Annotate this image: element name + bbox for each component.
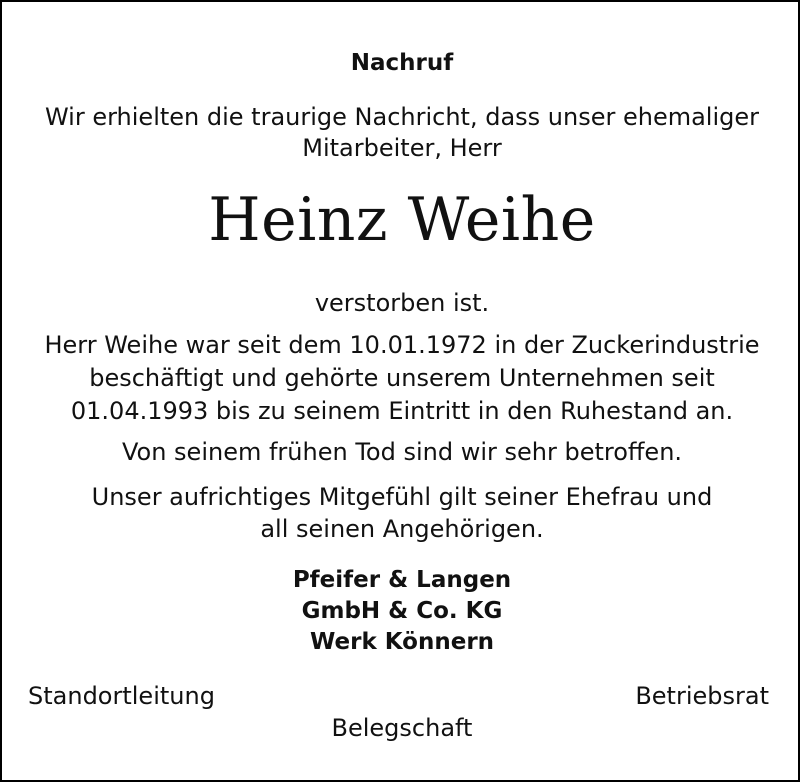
intro-line-1: Wir erhielten die traurige Nachricht, dass unser ehemaliger <box>44 103 760 131</box>
employment-line-2: beschäftigt und gehörte unserem Unternehmen seit <box>89 364 715 392</box>
signature-right: Betriebsrat <box>635 682 769 710</box>
sorrow-line: Von seinem frühen Tod sind wir sehr betroffen. <box>121 438 683 466</box>
signature-left: Standortleitung <box>28 682 215 710</box>
employment-line-1: Herr Weihe war seit dem 10.01.1972 in der Zuckerindustrie <box>44 331 760 359</box>
condolence-line-1: Unser aufrichtiges Mitgefühl gilt seiner Ehefrau und <box>91 483 713 511</box>
company-line-2: GmbH & Co. KG <box>301 598 503 624</box>
company-line-3: Werk Könnern <box>309 629 495 655</box>
employment-line-3: 01.04.1993 bis zu seinem Eintritt in den Ruhestand an. <box>70 397 734 425</box>
condolence-line-2: all seinen Angehörigen. <box>260 515 544 543</box>
signature-center: Belegschaft <box>331 714 473 742</box>
company-line-1: Pfeifer & Langen <box>292 567 512 593</box>
died-line: verstorben ist. <box>314 289 490 317</box>
intro-line-2: Mitarbeiter, Herr <box>302 134 502 162</box>
deceased-name: Heinz Weihe <box>208 185 596 255</box>
notice-heading: Nachruf <box>350 50 454 76</box>
